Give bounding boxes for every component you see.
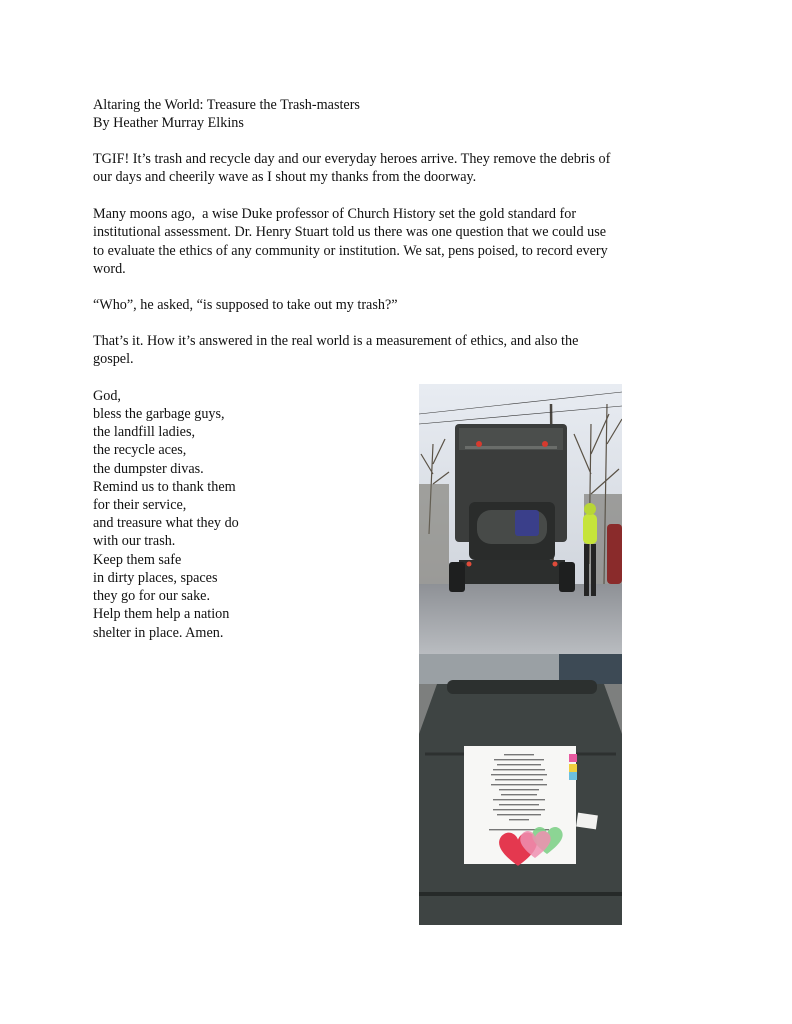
poem-line: Help them help a nation [93, 606, 230, 622]
poem-line: for their service, [93, 497, 187, 513]
garbage-truck-photo [419, 384, 622, 654]
poem-line: in dirty places, spaces [93, 570, 218, 586]
document-byline: By Heather Murray Elkins [93, 115, 244, 131]
poem-line: the dumpster divas. [93, 461, 204, 477]
garbage-truck-image [419, 384, 622, 654]
poem-line: God, [93, 388, 121, 404]
poem-line: the landfill ladies, [93, 424, 196, 440]
paragraph-professor: Many moons ago, a wise Duke professor of Church History set the gold standard for institutional assessment. Dr. Henry Stuart told us there was one question that we could use to evaluate the ethics of any community or institution. We sat, pens poised, to record every word. [93, 206, 608, 277]
document-title: Altaring the World: Treasure the Trash-masters [93, 97, 360, 113]
paragraph-tgif: TGIF! It’s trash and recycle day and our everyday heroes arrive. They remove the debris of our days and cheerily wave as I shout my thanks from the doorway. [93, 151, 611, 186]
paragraph-question: “Who”, he asked, “is supposed to take out my trash?” [93, 297, 398, 313]
trash-bin-note-photo [419, 654, 622, 925]
poem-line: shelter in place. Amen. [93, 625, 224, 641]
poem-line: bless the garbage guys, [93, 406, 225, 422]
poem-line: and treasure what they do [93, 515, 239, 531]
poem-line: they go for our sake. [93, 588, 211, 604]
paragraph-ethics: That’s it. How it’s answered in the real world is a measurement of ethics, and also the gospel. [93, 333, 579, 368]
poem-line: the recycle aces, [93, 442, 187, 458]
poem-line: Keep them safe [93, 552, 182, 568]
trash-bin-image [419, 654, 622, 925]
poem-line: with our trash. [93, 533, 176, 549]
poem-line: Remind us to thank them [93, 479, 236, 495]
